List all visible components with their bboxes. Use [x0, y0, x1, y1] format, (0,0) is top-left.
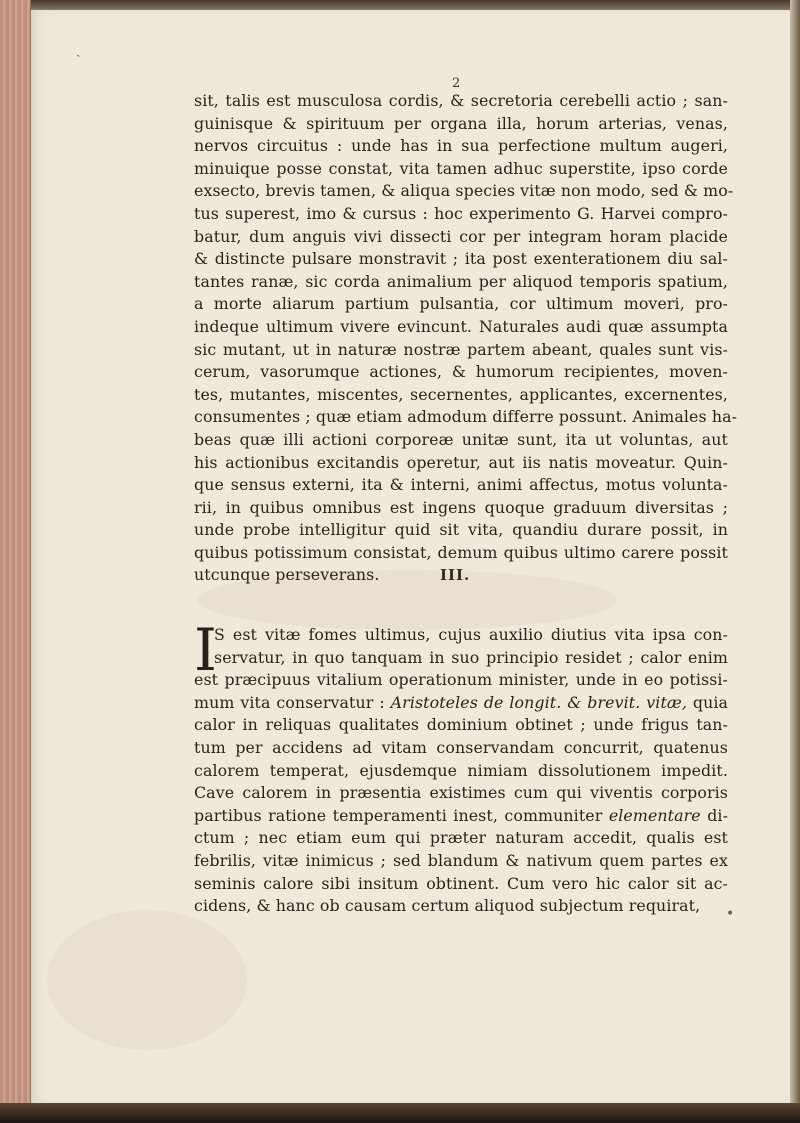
text-line	[194, 805, 728, 828]
text-line: calorem temperat, ejusdemque nimiam dissolutionem impedit.	[194, 760, 728, 780]
text-line: indeque ultimum vivere evincunt. Naturales audi quæ assumpta	[194, 316, 728, 336]
text-segment: mum vita conservatur :	[194, 692, 385, 712]
text-line: & distincte pulsare monstravit ; ita post exenterationem diu sal-	[194, 249, 728, 269]
paper-stain	[47, 910, 247, 1050]
paragraph-1	[194, 90, 738, 587]
text-line: calor in reliquas qualitates dominium obtinet ; unde frigus tan-	[194, 715, 728, 735]
text-line: batur, dum anguis vivi dissecti cor per integram horam placide	[194, 226, 728, 246]
citation: Aristoteles de longit. & brevit. vitæ,	[390, 692, 687, 712]
book-page-edges	[0, 0, 31, 1105]
text-line: tes, mutantes, miscentes, secernentes, applicantes, excernentes,	[194, 384, 728, 404]
text-line: que sensus externi, ita & interni, animi affectus, motus volunta-	[194, 475, 728, 495]
text-line: tantes ranæ, sic corda animalium per aliquod temporis spatium,	[194, 271, 728, 291]
page-number: 2	[452, 76, 461, 91]
text-line: cidens, & hanc ob causam certum aliquod subjectum requirat,	[194, 896, 701, 916]
text-line: rii, in quibus omnibus est ingens quoque graduum diversitas ;	[194, 497, 728, 517]
text-line: guinisque & spirituum per organa illa, horum arterias, venas,	[194, 113, 728, 133]
text-line: cerum, vasorumque actiones, & humorum recipientes, moven-	[194, 362, 728, 382]
text-line: a morte aliarum partium pulsantia, cor ultimum moveri, pro-	[194, 294, 728, 314]
text-line: nervos circuitus : unde has in sua perfectione multum augeri,	[194, 136, 728, 156]
text-line: exsecto, brevis tamen, & aliqua species vitæ non modo, sed & mo-	[194, 181, 734, 201]
text-line: utcunque perseverans.	[194, 565, 380, 585]
text-segment: partibus ratione temperamenti inest, communiter	[194, 805, 603, 825]
text-line: Cave calorem in præsentia existimes cum qui viventis corporis	[194, 783, 728, 803]
section-number: III.	[440, 566, 471, 584]
text-line: sit, talis est musculosa cordis, & secretoria cerebelli actio ; san-	[194, 91, 728, 110]
book-right-edge	[790, 0, 800, 1123]
text-line: sic mutant, ut in naturæ nostræ partem abeant, quales sunt vis-	[194, 339, 728, 359]
text-line: unde probe intelligitur quid sit vita, quandiu durare possit, in	[194, 520, 728, 540]
text-line: S est vitæ fomes ultimus, cujus auxilio diutius vita ipsa con-	[214, 625, 728, 644]
text-line: ctum ; nec etiam eum qui præter naturam accedit, qualis est	[194, 828, 728, 848]
text-line: his actionibus excitandis operetur, aut iis natis moveatur. Quin-	[194, 452, 728, 472]
text-line: beas quæ illi actioni corporeæ unitæ sunt, ita ut voluntas, aut	[194, 429, 728, 449]
text-line: servatur, in quo tanquam in suo principio residet ; calor enim	[214, 647, 728, 667]
book-bottom-edge	[0, 1103, 800, 1123]
italic-term: elementare	[608, 805, 701, 825]
drop-cap: I	[194, 616, 218, 684]
text-segment: di-	[707, 805, 729, 825]
paragraph-2	[194, 616, 729, 918]
text-line: seminis calore sibi insitum obtinent. Cum vero hic calor sit ac-	[194, 873, 728, 893]
text-line: consumentes ; quæ etiam admodum differre possunt. Animales ha-	[194, 407, 738, 427]
ink-speck: •	[726, 906, 735, 922]
text-line: quibus potissimum consistat, demum quibus ultimo carere possit	[194, 542, 728, 562]
ink-speck: ˎ	[76, 42, 81, 58]
text-line: est præcipuus vitalium operationum minister, unde in eo potissi-	[194, 670, 728, 690]
text-line	[194, 692, 728, 715]
text-line: febrilis, vitæ inimicus ; sed blandum & nativum quem partes ex	[194, 850, 728, 870]
text-line: tus superest, imo & cursus : hoc experimento G. Harvei compro-	[194, 203, 728, 223]
text-line: tum per accidens ad vitam conservandam concurrit, quatenus	[194, 737, 728, 757]
text-segment: quia	[692, 692, 729, 712]
text-line: minuique posse constat, vita tamen adhuc superstite, ipso corde	[194, 158, 728, 178]
